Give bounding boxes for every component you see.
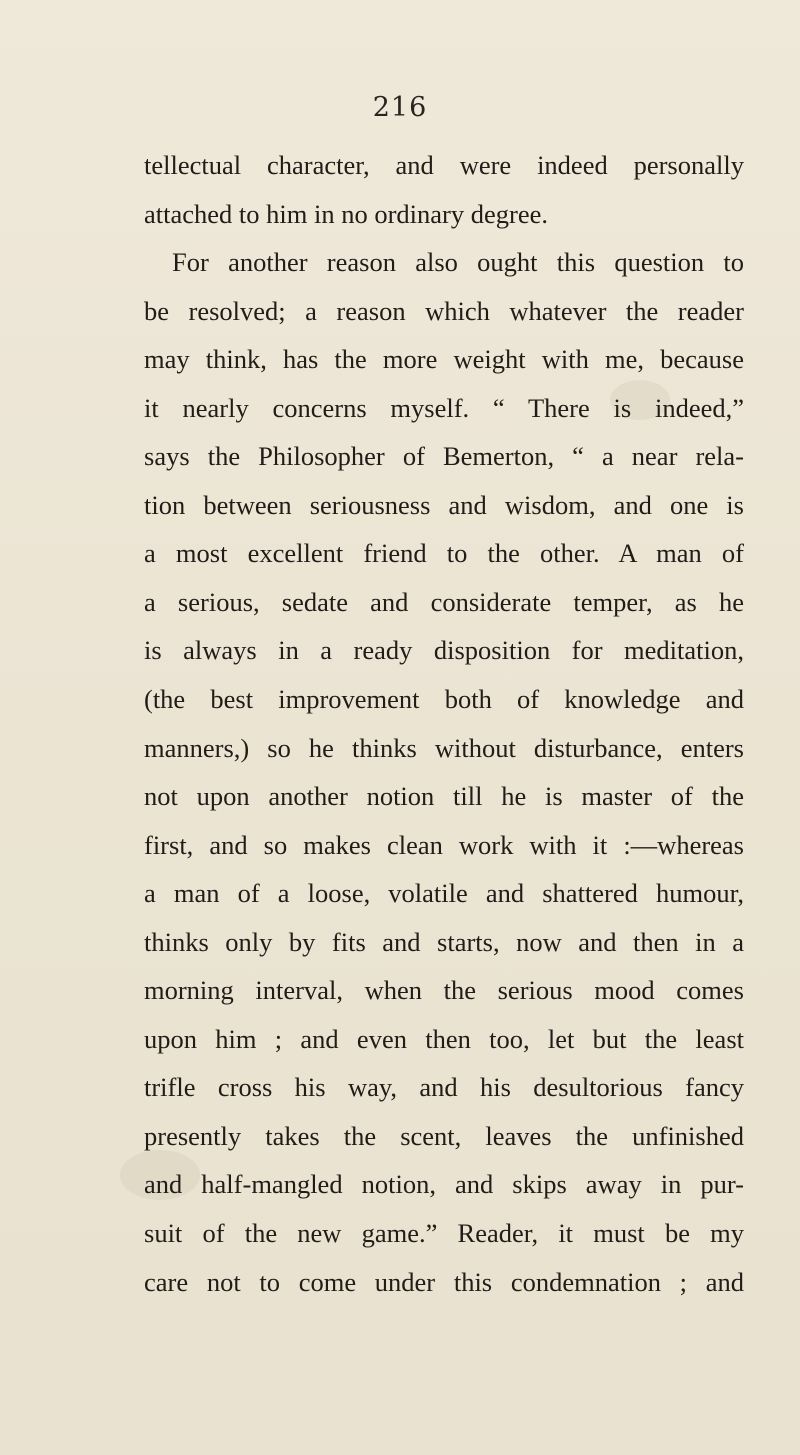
text-line: thinks only by fits and starts, now and then in a bbox=[144, 926, 744, 957]
text-line: first, and so makes clean work with it :—whereas bbox=[144, 829, 744, 860]
text-line: be resolved; a reason which whatever the reader bbox=[144, 295, 744, 326]
text-line: a serious, sedate and considerate temper, as he bbox=[144, 586, 744, 617]
text-line: care not to come under this condemnation ; and bbox=[144, 1266, 744, 1297]
text-line: manners,) so he thinks without disturbance, enters bbox=[144, 732, 744, 763]
text-line: (the best improvement both of knowledge and bbox=[144, 684, 744, 715]
text-line: it nearly concerns myself. “ There is indeed,” bbox=[144, 392, 744, 423]
page-number: 216 bbox=[372, 92, 428, 123]
text-line: suit of the new game.” Reader, it must be my bbox=[144, 1218, 744, 1249]
text-line: upon him ; and even then too, let but the least bbox=[144, 1023, 744, 1054]
text-line: For another reason also ought this question to bbox=[172, 247, 744, 278]
text-line: and half-mangled notion, and skips away in pur- bbox=[144, 1169, 744, 1200]
text-line: a man of a loose, volatile and shattered humour, bbox=[144, 878, 744, 909]
text-line: attached to him in no ordinary degree. bbox=[144, 198, 548, 229]
text-line: a most excellent friend to the other. A man of bbox=[144, 538, 744, 569]
text-line: may think, has the more weight with me, because bbox=[144, 344, 744, 375]
text-line: is always in a ready disposition for meditation, bbox=[144, 635, 744, 666]
text-line: morning interval, when the serious mood comes bbox=[144, 975, 744, 1006]
text-line: tion between seriousness and wisdom, and one is bbox=[144, 489, 744, 520]
text-line: tellectual character, and were indeed personally bbox=[144, 150, 744, 180]
text-line: not upon another notion till he is master of the bbox=[144, 781, 744, 812]
body-text bbox=[144, 141, 744, 1306]
text-line: says the Philosopher of Bemerton, “ a near rela- bbox=[144, 441, 744, 472]
text-line: trifle cross his way, and his desultorious fancy bbox=[144, 1072, 744, 1103]
text-line: presently takes the scent, leaves the unfinished bbox=[144, 1120, 744, 1151]
